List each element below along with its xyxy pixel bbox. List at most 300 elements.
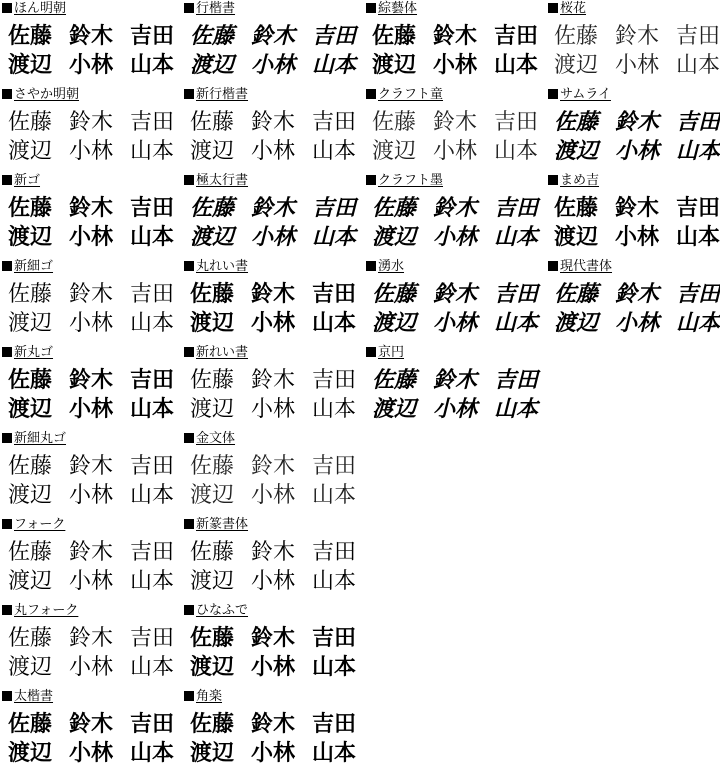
sample-line: [190, 481, 356, 510]
sample-surname: 吉田: [129, 196, 174, 221]
sample-surname: 吉田: [311, 23, 356, 49]
sample-surname: 吉田: [311, 368, 356, 393]
sample-surname: 小林: [68, 740, 113, 766]
font-name-label: [184, 87, 248, 102]
sample-surname: 佐藤: [8, 196, 53, 221]
sample-surname: 吉田: [493, 110, 538, 135]
font-sample-text: [8, 538, 176, 596]
sample-surname: 渡辺: [8, 397, 53, 422]
sample-surname: 鈴木: [250, 712, 295, 737]
sample-line: [8, 366, 174, 395]
sample-surname: 鈴木: [432, 195, 477, 221]
font-name-text: 丸フォーク: [14, 603, 79, 618]
sample-surname: 小林: [432, 53, 477, 78]
sample-line: [8, 194, 174, 223]
font-sample-text: [372, 108, 540, 166]
black-square-bullet-icon: [366, 3, 376, 13]
font-name-label: [2, 517, 65, 532]
sample-surname: 鈴木: [432, 367, 477, 393]
font-sample-text: [554, 280, 720, 338]
sample-surname: 渡辺: [190, 224, 235, 250]
sample-surname: 佐藤: [190, 540, 235, 565]
black-square-bullet-icon: [184, 89, 194, 99]
sample-surname: 山本: [493, 53, 538, 78]
sample-surname: 渡辺: [554, 53, 599, 78]
font-sample-text: [190, 624, 358, 682]
sample-surname: 山本: [129, 655, 174, 680]
sample-surname: 吉田: [675, 109, 720, 135]
font-name-text: 太楷書: [14, 689, 54, 704]
sample-surname: 吉田: [129, 711, 174, 737]
sample-surname: 小林: [614, 53, 659, 78]
sample-surname: 渡辺: [372, 224, 417, 250]
sample-surname: 鈴木: [614, 109, 659, 135]
sample-surname: 吉田: [311, 626, 356, 651]
sample-line: [190, 624, 356, 653]
sample-surname: 吉田: [311, 110, 356, 135]
sample-line: [8, 137, 174, 166]
font-name-label: [184, 517, 248, 532]
sample-line: [190, 194, 356, 223]
font-name-label: [184, 689, 222, 704]
sample-surname: 小林: [614, 225, 659, 250]
sample-line: [8, 567, 174, 596]
black-square-bullet-icon: [2, 3, 12, 13]
sample-surname: 小林: [432, 310, 477, 336]
black-square-bullet-icon: [184, 691, 194, 701]
font-sample-text: [554, 108, 720, 166]
sample-surname: 鈴木: [68, 110, 113, 135]
font-name-label: [2, 87, 79, 102]
sample-surname: 佐藤: [190, 454, 235, 479]
font-name-text: 湧水: [378, 259, 405, 274]
sample-line: [554, 194, 720, 223]
font-name-label: [2, 603, 78, 618]
sample-line: [372, 137, 538, 166]
sample-surname: 山本: [311, 655, 356, 680]
sample-surname: 山本: [675, 310, 720, 336]
font-sample-card: [182, 430, 364, 516]
sample-surname: 渡辺: [190, 741, 235, 766]
font-name-label: [184, 1, 235, 16]
black-square-bullet-icon: [2, 261, 12, 271]
sample-surname: 佐藤: [372, 24, 417, 49]
sample-surname: 佐藤: [8, 540, 53, 565]
sample-surname: 吉田: [129, 110, 174, 135]
sample-surname: 小林: [68, 655, 113, 680]
sample-surname: 佐藤: [8, 368, 53, 393]
font-sample-text: [8, 710, 176, 768]
font-sample-text: [190, 710, 358, 768]
font-name-label: [2, 689, 53, 704]
sample-surname: 渡辺: [8, 655, 53, 680]
font-sample-card: [546, 86, 720, 172]
sample-surname: 山本: [493, 310, 538, 336]
sample-surname: 小林: [250, 397, 295, 422]
sample-surname: 山本: [675, 138, 720, 164]
font-sample-text: [190, 452, 358, 510]
sample-surname: 佐藤: [190, 368, 235, 393]
sample-surname: 小林: [250, 311, 295, 336]
sample-surname: 吉田: [311, 454, 356, 479]
sample-surname: 鈴木: [68, 454, 113, 479]
sample-surname: 佐藤: [190, 23, 235, 49]
sample-line: [8, 108, 174, 137]
sample-surname: 渡辺: [8, 740, 53, 766]
sample-line: [8, 452, 174, 481]
sample-line: [190, 653, 356, 682]
sample-surname: 佐藤: [190, 626, 235, 651]
sample-line: [372, 108, 538, 137]
sample-surname: 佐藤: [190, 282, 235, 307]
sample-surname: 佐藤: [372, 110, 417, 135]
font-name-text: ひなふで: [196, 603, 249, 618]
sample-surname: 吉田: [129, 368, 174, 393]
font-sample-text: [372, 366, 540, 424]
sample-surname: 小林: [68, 225, 113, 250]
font-name-text: 金文体: [196, 431, 236, 446]
font-sample-card: [0, 688, 182, 774]
sample-surname: 小林: [250, 139, 295, 164]
sample-surname: 佐藤: [8, 626, 53, 651]
font-name-text: 綜藝体: [378, 1, 418, 16]
sample-surname: 小林: [614, 310, 659, 336]
sample-surname: 鈴木: [250, 110, 295, 135]
font-name-label: [2, 173, 40, 188]
font-sample-card: [364, 86, 546, 172]
sample-surname: 鈴木: [68, 626, 113, 651]
sample-surname: 渡辺: [8, 225, 53, 250]
sample-line: [190, 280, 356, 309]
sample-line: [8, 309, 174, 338]
font-name-text: まめ吉: [560, 173, 600, 188]
font-name-text: 現代書体: [560, 259, 613, 274]
font-sample-text: [8, 280, 176, 338]
sample-surname: 渡辺: [190, 397, 235, 422]
font-name-text: 新れい書: [196, 345, 249, 360]
sample-surname: 渡辺: [8, 52, 53, 78]
sample-surname: 吉田: [129, 540, 174, 565]
font-sample-card: [0, 516, 182, 602]
font-name-label: [366, 345, 404, 360]
font-name-label: [548, 1, 586, 16]
sample-surname: 小林: [68, 397, 113, 422]
sample-surname: 渡辺: [554, 138, 599, 164]
sample-surname: 小林: [68, 52, 113, 78]
sample-line: [554, 51, 720, 80]
font-sample-card: [0, 0, 182, 86]
font-sample-card: [182, 172, 364, 258]
sample-surname: 山本: [311, 483, 356, 508]
sample-line: [190, 137, 356, 166]
sample-surname: 渡辺: [190, 655, 235, 680]
sample-line: [190, 51, 356, 80]
font-sample-card: [182, 258, 364, 344]
font-name-label: [2, 1, 66, 16]
font-sample-text: [190, 22, 358, 80]
sample-surname: 鈴木: [432, 281, 477, 307]
sample-surname: 吉田: [129, 626, 174, 651]
sample-line: [372, 280, 538, 309]
sample-surname: 鈴木: [68, 368, 113, 393]
sample-surname: 吉田: [493, 24, 538, 49]
sample-surname: 山本: [675, 225, 720, 250]
sample-surname: 山本: [311, 569, 356, 594]
font-sample-card: [0, 430, 182, 516]
sample-line: [8, 538, 174, 567]
font-name-label: [366, 87, 443, 102]
font-sample-card: [546, 0, 720, 86]
font-sample-text: [190, 108, 358, 166]
sample-surname: 山本: [129, 397, 174, 422]
sample-surname: 山本: [493, 224, 538, 250]
sample-surname: 小林: [250, 741, 295, 766]
font-name-text: さやか明朝: [14, 87, 80, 102]
sample-line: [8, 653, 174, 682]
font-name-label: [2, 345, 53, 360]
font-sample-card: [0, 602, 182, 688]
black-square-bullet-icon: [184, 433, 194, 443]
sample-surname: 吉田: [311, 540, 356, 565]
font-name-label: [184, 431, 235, 446]
font-sample-text: [8, 624, 176, 682]
sample-surname: 山本: [129, 740, 174, 766]
font-sample-card: [364, 172, 546, 258]
sample-surname: 渡辺: [8, 569, 53, 594]
sample-surname: 小林: [68, 569, 113, 594]
sample-line: [190, 108, 356, 137]
font-sample-text: [8, 22, 176, 80]
sample-surname: 佐藤: [8, 282, 53, 307]
sample-surname: 吉田: [493, 281, 538, 307]
font-name-label: [184, 603, 248, 618]
font-name-label: [548, 259, 612, 274]
sample-line: [372, 395, 538, 424]
sample-line: [554, 108, 720, 137]
sample-line: [554, 22, 720, 51]
font-sample-text: [8, 366, 176, 424]
sample-line: [372, 22, 538, 51]
font-name-text: 丸れい書: [196, 259, 249, 274]
sample-line: [190, 22, 356, 51]
font-sample-card: [364, 344, 546, 430]
sample-surname: 鈴木: [68, 711, 113, 737]
sample-line: [8, 739, 174, 768]
sample-surname: 小林: [614, 138, 659, 164]
font-name-text: 京円: [378, 345, 405, 360]
font-sample-card: [0, 86, 182, 172]
black-square-bullet-icon: [366, 89, 376, 99]
font-name-label: [184, 345, 248, 360]
font-name-text: クラフト墨: [378, 173, 444, 188]
sample-surname: 山本: [129, 311, 174, 336]
sample-surname: 山本: [311, 139, 356, 164]
sample-surname: 渡辺: [190, 139, 235, 164]
sample-surname: 渡辺: [190, 311, 235, 336]
font-name-text: 新ゴ: [14, 173, 41, 188]
sample-surname: 佐藤: [190, 195, 235, 221]
font-name-text: サムライ: [560, 87, 611, 102]
sample-surname: 吉田: [493, 367, 538, 393]
sample-surname: 鈴木: [250, 368, 295, 393]
sample-surname: 鈴木: [432, 24, 477, 49]
sample-surname: 小林: [432, 224, 477, 250]
black-square-bullet-icon: [184, 347, 194, 357]
sample-surname: 吉田: [129, 282, 174, 307]
sample-line: [8, 481, 174, 510]
font-name-text: 桜花: [560, 1, 587, 16]
font-sample-card: [182, 86, 364, 172]
sample-surname: 佐藤: [372, 367, 417, 393]
sample-line: [8, 51, 174, 80]
font-name-label: [184, 173, 248, 188]
black-square-bullet-icon: [2, 519, 12, 529]
sample-surname: 鈴木: [68, 540, 113, 565]
sample-surname: 渡辺: [8, 483, 53, 508]
font-sample-card: [182, 602, 364, 688]
sample-surname: 渡辺: [190, 483, 235, 508]
font-sample-card: [182, 344, 364, 430]
sample-surname: 鈴木: [250, 454, 295, 479]
sample-surname: 小林: [250, 224, 295, 250]
sample-surname: 吉田: [675, 24, 720, 49]
font-name-label: [184, 259, 248, 274]
font-sample-card: [0, 258, 182, 344]
sample-surname: 渡辺: [372, 396, 417, 422]
sample-line: [190, 739, 356, 768]
sample-surname: 渡辺: [372, 139, 417, 164]
black-square-bullet-icon: [2, 89, 12, 99]
sample-surname: 渡辺: [190, 52, 235, 78]
font-sample-text: [190, 538, 358, 596]
font-sample-card: [182, 0, 364, 86]
font-name-text: フォーク: [14, 517, 66, 532]
sample-surname: 山本: [311, 224, 356, 250]
sample-surname: 吉田: [493, 195, 538, 221]
sample-surname: 山本: [311, 52, 356, 78]
font-name-label: [366, 259, 404, 274]
font-sample-text: [372, 194, 540, 252]
sample-surname: 吉田: [675, 196, 720, 221]
sample-line: [554, 309, 720, 338]
sample-surname: 渡辺: [372, 53, 417, 78]
sample-surname: 山本: [129, 139, 174, 164]
font-sample-card: [0, 344, 182, 430]
sample-surname: 山本: [311, 397, 356, 422]
black-square-bullet-icon: [184, 261, 194, 271]
sample-line: [190, 538, 356, 567]
sample-surname: 渡辺: [8, 139, 53, 164]
sample-surname: 山本: [493, 396, 538, 422]
font-sample-text: [554, 194, 720, 252]
sample-line: [554, 280, 720, 309]
sample-surname: 吉田: [311, 282, 356, 307]
font-sample-text: [8, 452, 176, 510]
sample-surname: 山本: [675, 53, 720, 78]
font-sample-card: [182, 516, 364, 602]
sample-surname: 鈴木: [68, 196, 113, 221]
font-sample-card: [546, 172, 720, 258]
font-name-text: 新篆書体: [196, 517, 249, 532]
sample-surname: 小林: [68, 483, 113, 508]
font-name-text: 角楽: [196, 689, 223, 704]
black-square-bullet-icon: [548, 89, 558, 99]
sample-surname: 山本: [129, 225, 174, 250]
font-name-label: [548, 173, 599, 188]
font-name-label: [366, 1, 417, 16]
black-square-bullet-icon: [2, 347, 12, 357]
sample-line: [372, 366, 538, 395]
sample-surname: 佐藤: [8, 711, 53, 737]
black-square-bullet-icon: [548, 3, 558, 13]
sample-surname: 鈴木: [614, 196, 659, 221]
font-sample-card: [0, 172, 182, 258]
sample-surname: 鈴木: [432, 110, 477, 135]
sample-line: [190, 452, 356, 481]
sample-surname: 佐藤: [554, 281, 599, 307]
font-name-text: 新細ゴ: [14, 259, 54, 274]
font-sample-card: [182, 688, 364, 774]
font-name-text: 新丸ゴ: [14, 345, 54, 360]
sample-surname: 山本: [129, 52, 174, 78]
sample-line: [8, 624, 174, 653]
sample-surname: 小林: [68, 311, 113, 336]
sample-surname: 佐藤: [8, 454, 53, 479]
font-name-text: 極太行書: [196, 173, 249, 188]
font-sample-card: [546, 258, 720, 344]
sample-surname: 鈴木: [68, 23, 113, 49]
sample-line: [8, 223, 174, 252]
sample-surname: 小林: [250, 655, 295, 680]
sample-line: [190, 309, 356, 338]
font-name-text: ほん明朝: [14, 1, 67, 16]
sample-surname: 小林: [250, 52, 295, 78]
black-square-bullet-icon: [2, 605, 12, 615]
sample-surname: 渡辺: [554, 225, 599, 250]
sample-surname: 吉田: [129, 454, 174, 479]
sample-surname: 鈴木: [68, 282, 113, 307]
font-sample-text: [8, 108, 176, 166]
font-sample-text: [8, 194, 176, 252]
sample-line: [8, 280, 174, 309]
sample-surname: 山本: [311, 741, 356, 766]
sample-surname: 鈴木: [250, 282, 295, 307]
sample-surname: 鈴木: [614, 24, 659, 49]
sample-surname: 鈴木: [250, 626, 295, 651]
sample-surname: 小林: [68, 139, 113, 164]
black-square-bullet-icon: [184, 3, 194, 13]
sample-surname: 鈴木: [250, 23, 295, 49]
black-square-bullet-icon: [366, 347, 376, 357]
font-name-label: [366, 173, 443, 188]
sample-surname: 山本: [311, 311, 356, 336]
sample-surname: 佐藤: [372, 281, 417, 307]
sample-line: [8, 395, 174, 424]
black-square-bullet-icon: [366, 261, 376, 271]
sample-surname: 佐藤: [190, 712, 235, 737]
sample-surname: 吉田: [675, 281, 720, 307]
sample-surname: 吉田: [311, 195, 356, 221]
font-sample-text: [372, 280, 540, 338]
sample-line: [554, 137, 720, 166]
sample-surname: 渡辺: [190, 569, 235, 594]
sample-surname: 鈴木: [250, 195, 295, 221]
font-name-label: [2, 431, 66, 446]
sample-surname: 佐藤: [554, 196, 599, 221]
sample-surname: 佐藤: [372, 195, 417, 221]
black-square-bullet-icon: [184, 605, 194, 615]
font-sample-text: [190, 366, 358, 424]
